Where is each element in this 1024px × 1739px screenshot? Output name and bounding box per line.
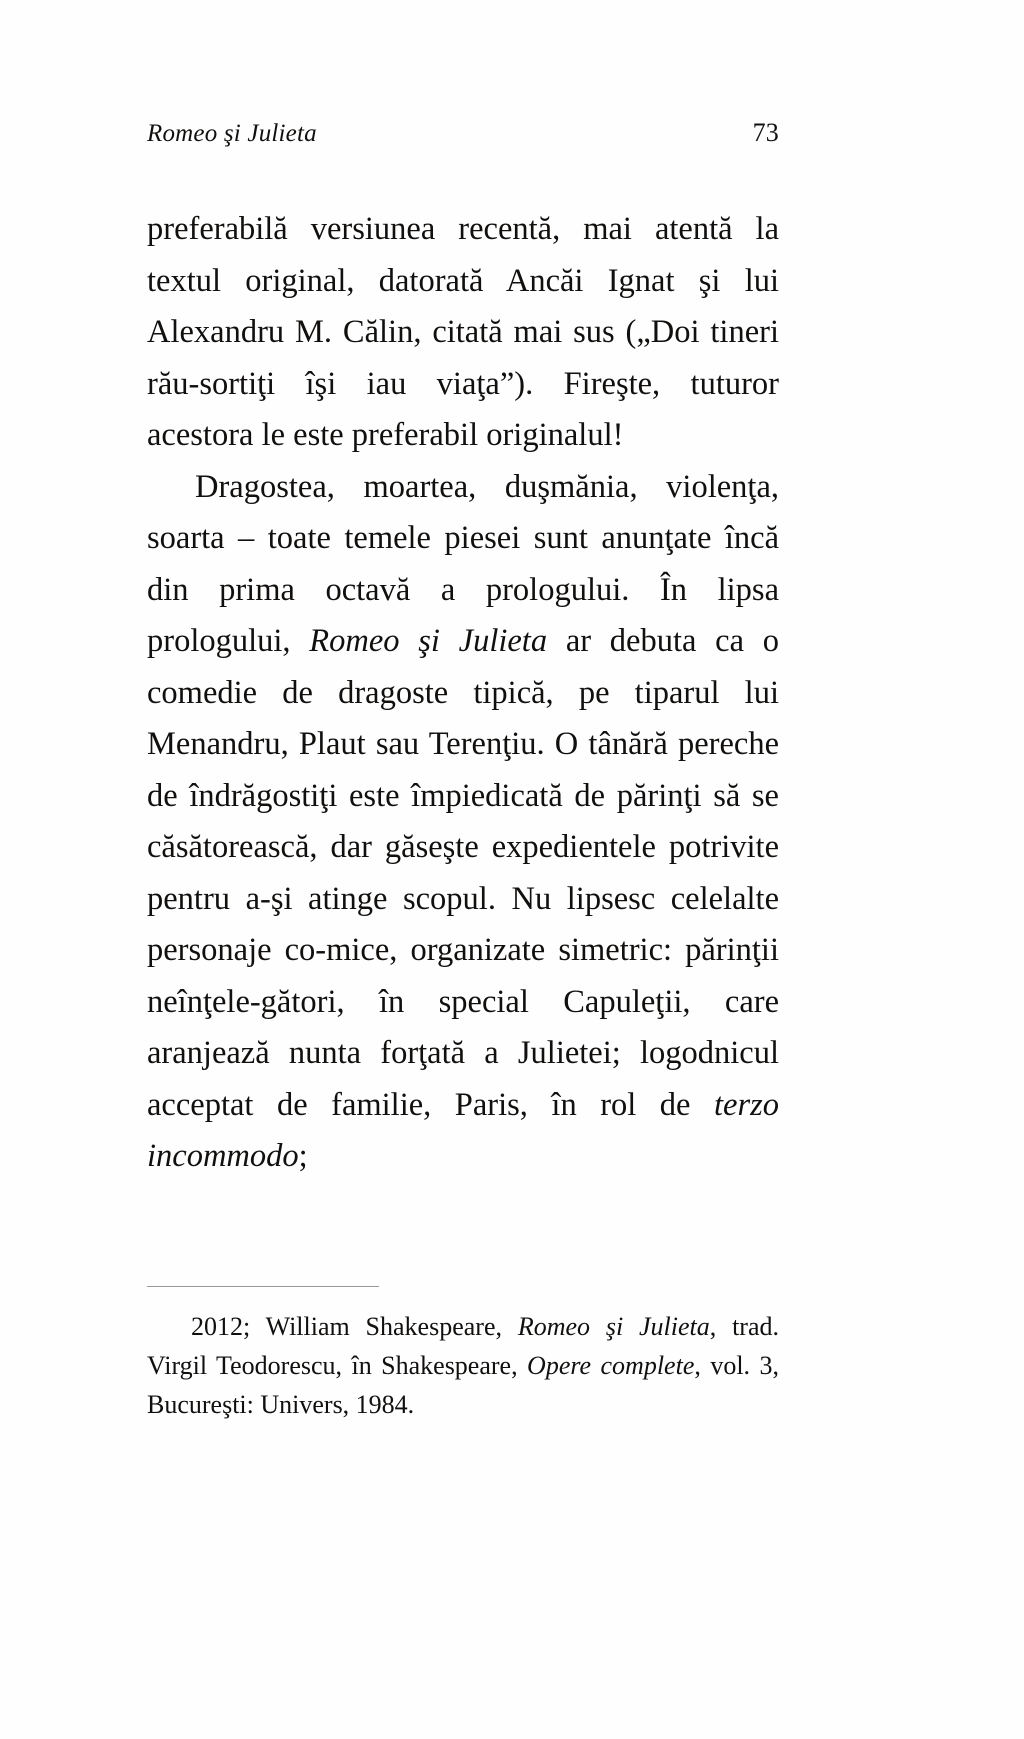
paragraph-2-italic-phrase: terzo incommodo [147, 1086, 779, 1174]
paragraph-2-segment-1: Dragostea, moartea, duşmănia, violenţa, soarta – toate temele piesei sunt anunţate încă din prima octavă a prologului. În lipsa prologului, [147, 468, 779, 659]
paragraph-2-segment-3: ; [298, 1138, 308, 1174]
footnote-text [147, 1307, 779, 1424]
page-number: 73 [752, 118, 779, 147]
footnote-segment-2: , trad. Virgil Teodorescu, în Shakespeare, [147, 1312, 779, 1380]
paragraph-2-italic-title-1: Romeo şi Julieta [309, 623, 548, 659]
page-content [147, 118, 779, 1183]
running-head-title: Romeo şi Julieta [147, 120, 317, 147]
footnote-separator-rule [147, 1286, 379, 1287]
footnote-area [147, 1286, 779, 1424]
footnote-italic-title-1: Romeo şi Julieta [517, 1312, 710, 1341]
footnote-segment-3: , vol. 3, Bucureşti: Univers, 1984. [147, 1351, 779, 1419]
paragraph-1: preferabilă versiunea recentă, mai atentă la textul original, datorată Ancăi Ignat şi lui Alexandru M. Călin, citată mai sus („Doi tineri rău-sortiţi îşi iau viaţa”). Fireşte, tuturor acestora le este preferabil originalul! [147, 211, 779, 453]
body-text [147, 204, 779, 1183]
paragraph-2 [147, 462, 779, 1183]
paragraph-2-segment-2: ar debuta ca o comedie de dragoste tipică, pe tiparul lui Menandru, Plaut sau Terenţiu. O tânără pereche de îndrăgostiţi este împiedicată de părinţi să se căsătorească, dar găseşte expedientele potrivite pentru a-şi atinge scopul. Nu lipsesc celelalte personaje co-mice, organizate simetric: părinţii neînţele-gători, în special Capuleţii, care aranjează nunta forţată a Julietei; logodnicul acceptat de familie, Paris, în rol de [147, 623, 779, 1123]
footnote-segment-1: 2012; William Shakespeare, [191, 1312, 518, 1341]
footnote-italic-title-2: Opere complete [527, 1351, 695, 1380]
running-head [147, 118, 779, 148]
